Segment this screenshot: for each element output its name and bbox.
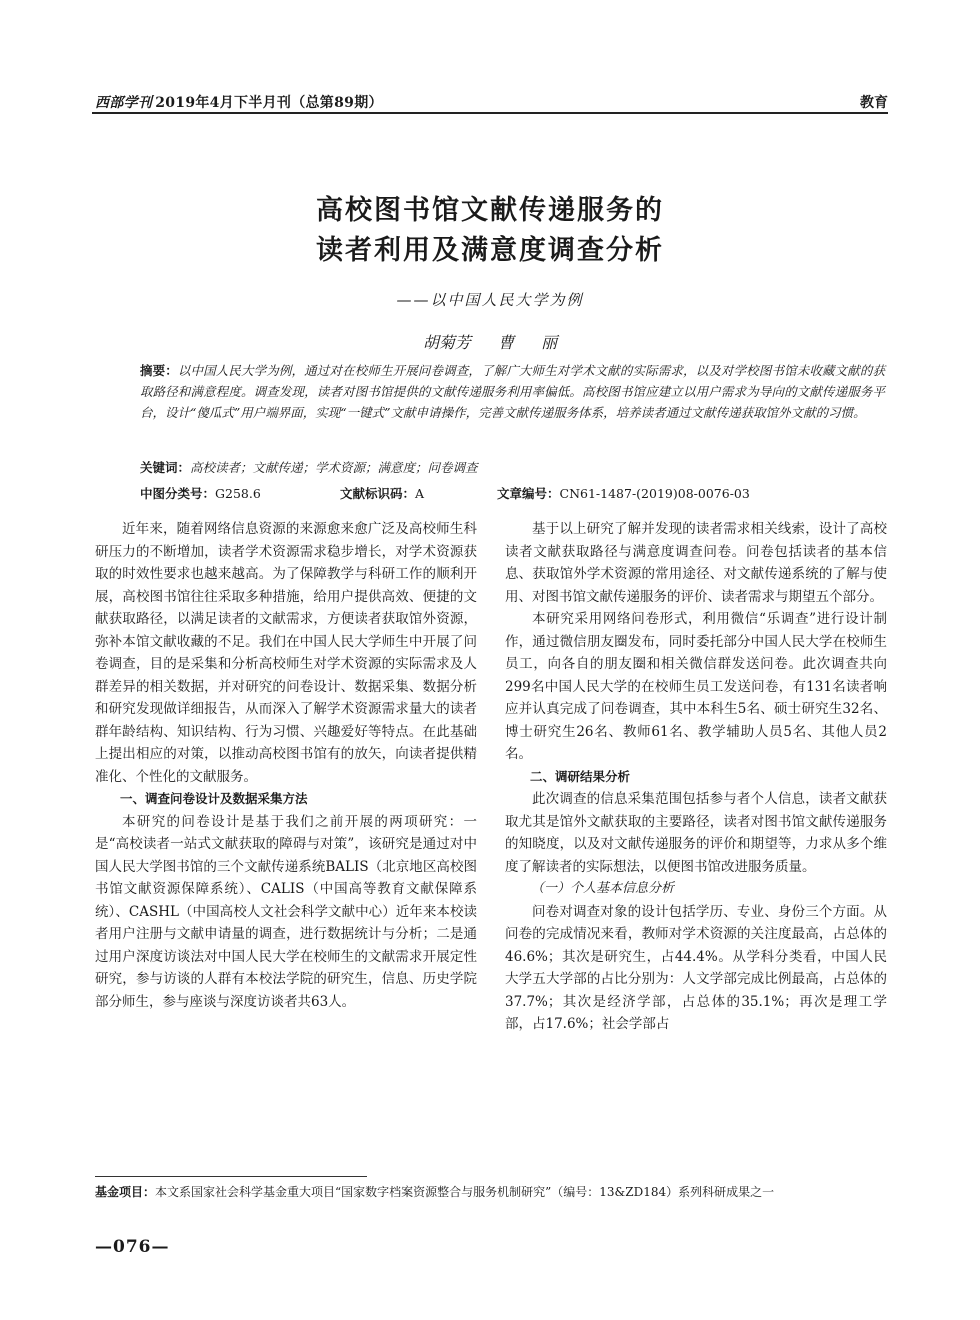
document-code [340, 484, 424, 502]
paragraph: 近年来，随着网络信息资源的来源愈来愈广泛及高校师生科研压力的不断增加，读者学术资源需求稳步增长，对学术资源获取的时效性要求也越来越高。为了保障教学与科研工作的顺利开展，高校图书馆往往采取多种措施，给用户提供高效、便捷的文献获取路径，以满足读者的文献需求，方便读者获取馆外资源，弥补本馆文献收藏的不足。我们在中国人民大学师生中开展了问卷调查，目的是采集和分析高校师生对学术资源的实际需求及人群差异的相关数据，并对研究的问卷设计、数据采集、数据分析和研究发现做详细报告，从而深入了解学术资源需求量大的读者群年龄结构、知识结构、行为习惯、兴趣爱好等特点。在此基础上提出相应的对策，以推动高校图书馆有的放矢，向读者提供精准化、个性化的文献服务。 [95, 521, 477, 785]
header-rule [92, 112, 888, 114]
paragraph: 问卷对调查对象的设计包括学历、专业、身份三个方面。从问卷的完成情况来看，教师对学术资源的关注度最高，占总体的46.6%；其次是研究生，占44.4%。从学科分类看，中国人民大学五大学部的占比分别为：人文学部完成比例最高，占总体的37.7%；其次是经济学部，占总体的35.1%；再次是理工学部，占17.6%；社会学部占 [505, 903, 887, 1032]
footnote-rule [95, 1176, 367, 1177]
journal-name: 西部学刊 [95, 95, 153, 111]
classification-label: 中图分类号： [140, 486, 216, 501]
classification-value: G258.6 [215, 486, 261, 501]
body-column-left [95, 518, 477, 1013]
article-title-line2: 读者利用及满意度调查分析 [316, 235, 664, 266]
article-number-value: CN61-1487-(2019)08-0076-03 [559, 486, 750, 501]
running-header [95, 92, 383, 112]
subsection-heading: （一）个人基本信息分析 [531, 881, 675, 896]
paragraph: 本研究采用网络问卷形式，利用微信“乐调查”进行设计制作，通过微信朋友圈发布，同时委托部分中国人民大学在校师生员工，向各自的朋友圈和相关微信群发送问卷。此次调查共向299名中国人民大学的在校师生员工发送问卷，有131名读者响应并认真完成了问卷调查，其中本科生5名、硕士研究生32名、博士研究生26名、教师61名、教学辅助人员5名、其他人员2名。 [505, 611, 887, 762]
abstract [140, 360, 885, 423]
article-number [497, 484, 750, 502]
paragraph: 此次调查的信息采集范围包括参与者个人信息，读者文献获取尤其是馆外文献获取的主要路径，读者对图书馆文献传递服务的知晓度，以及对文献传递服务的评价和期望等，力求从多个维度了解读者的实际想法，以便图书馆改进服务质量。 [505, 791, 887, 875]
keywords-text: 高校读者；文献传递；学术资源；满意度；问卷调查 [190, 460, 478, 475]
paragraph: 本研究的问卷设计是基于我们之前开展的两项研究：一是“高校读者一站式文献获取的障碍与对策”，该研究是通过对中国人民大学图书馆的三个文献传递系统BALIS（北京地区高校图书馆文献资源保障系统）、CALIS（中国高等教育文献保障系统）、CASHL（中国高校人文社会科学文献中心）近年来本校读者用户注册与文献申请量的调查，进行数据统计与分析；二是通过用户深度访谈法对中国人民大学在校师生的文献需求开展定性研究，参与访谈的人群有本校法学院的研究生，信息、历史学院部分师生，参与座谈与深度访谈者共63人。 [95, 813, 477, 1010]
section-heading: 二、调研结果分析 [530, 768, 631, 784]
document-code-label: 文献标识码： [340, 486, 416, 501]
article-title-line1: 高校图书馆文献传递服务的 [316, 195, 664, 226]
keywords-label: 关键词： [140, 460, 191, 475]
page-number: —076— [95, 1237, 170, 1257]
article-number-label: 文章编号： [497, 486, 560, 501]
abstract-label: 摘要： [140, 363, 178, 378]
classification-number [140, 484, 261, 502]
article-subtitle: ——以中国人民大学为例 [396, 291, 584, 309]
paragraph: 基于以上研究了解并发现的读者需求相关线索，设计了高校读者文献获取路径与满意度调查问卷。问卷包括读者的基本信息、获取馆外学术资源的常用途径、对文献传递系统的了解与使用、对图书馆文献传递服务的评价、读者需求与期望五个部分。 [505, 521, 887, 605]
section-label: 教育 [860, 95, 888, 111]
authors: 胡菊芳 曹 丽 [422, 333, 558, 352]
issue-info: 2019年4月下半月刊（总第89期） [155, 95, 383, 111]
section-heading: 一、调查问卷设计及数据采集方法 [120, 791, 308, 806]
footnote [95, 1184, 890, 1201]
abstract-text: 以中国人民大学为例，通过对在校师生开展问卷调查，了解广大师生对学术文献的实际需求，以及对学校图书馆未收藏文献的获取路径和满意程度。调查发现，读者对图书馆提供的文献传递服务利用率偏低。高校图书馆应建立以用户需求为导向的文献传递服务平台，设计“傻瓜式”用户端界面，实现“一键式”文献申请操作，完善文献传递服务体系，培养读者通过文献传递获取馆外文献的习惯。 [140, 363, 885, 420]
footnote-label: 基金项目： [95, 1185, 156, 1199]
footnote-text: 本文系国家社会科学基金重大项目“国家数字档案资源整合与服务机制研究”（编号：13&ZD184）系列科研成果之一 [155, 1185, 775, 1199]
keywords [140, 458, 885, 476]
body-column-right [505, 518, 887, 1036]
document-code-value: A [415, 486, 425, 501]
